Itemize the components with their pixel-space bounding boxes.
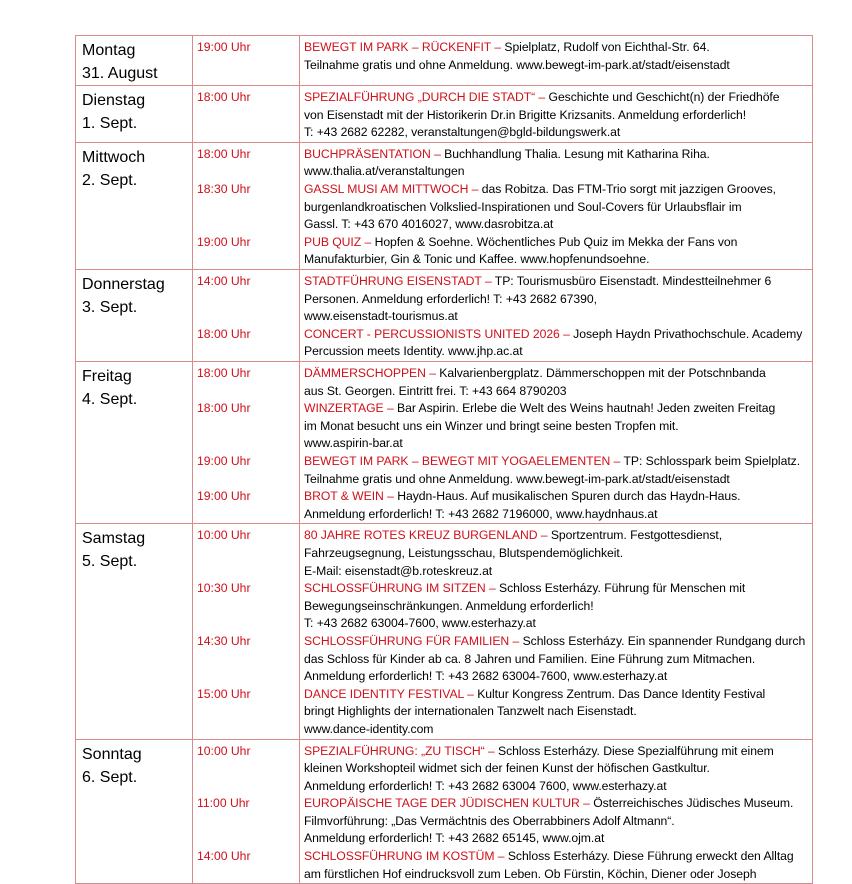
event-text-line: das Robitza. Das FTM-Trio sorgt mit jazzigen Grooves, (478, 181, 776, 196)
event-text-line: TP: Tourismusbüro Eisenstadt. Mindestteilnehmer 6 (491, 273, 772, 288)
event-description (304, 273, 808, 326)
day-cell (76, 739, 193, 884)
event-text-line: das Schloss für Kinder ab ca. 8 Jahren und Familien. Eine Führung zum Mitmachen. (304, 651, 756, 666)
time-cell (193, 524, 300, 739)
event-text-line: Percussion meets Identity. www.jhp.ac.at (304, 344, 523, 359)
day-date: 1. Sept. (82, 115, 138, 132)
event-description (304, 795, 808, 848)
event-text-line: Filmvorführung: „Das Vermächtnis des Oberrabbiners Adolf Altmann“. (304, 813, 675, 828)
day-row (76, 739, 813, 884)
event-title: STADTFÜHRUNG EISENSTADT – (304, 273, 492, 288)
event-title: WINZERTAGE – (304, 401, 394, 416)
day-name: Montag (82, 42, 136, 59)
day-name: Donnerstag (82, 275, 165, 293)
event-description (304, 400, 808, 453)
event-time: 10:00 Uhr (197, 528, 251, 543)
event-text-line: Schloss Esterházy. Diese Spezialführung mit einem (494, 743, 774, 758)
event-title: EUROPÄISCHE TAGE DER JÜDISCHEN KULTUR – (304, 796, 590, 811)
event-description (304, 89, 808, 142)
event-text-line: Personen. Anmeldung erforderlich! T: +43 2682 67390, (304, 291, 597, 306)
event-text-line: im Monat besucht uns ein Winzer und bringt seine besten Tropfen mit. (304, 418, 679, 433)
event-text-line: Haydn-Haus. Auf musikalischen Spuren durch das Haydn-Haus. (393, 489, 741, 504)
event-text-line: von Eisenstadt mit der Historikerin Dr.in Brigitte Krizsanits. Anmeldung erforderlich! (304, 107, 747, 122)
event-text-line: Bar Aspirin. Erlebe die Welt des Weins hautnah! Jeden zweiten Freitag (393, 401, 776, 416)
event-time: 18:00 Uhr (197, 365, 251, 380)
event-text-line: Anmeldung erforderlich! T: +43 2682 65145, www.ojm.at (304, 831, 605, 846)
event-title: DANCE IDENTITY FESTIVAL – (304, 686, 474, 701)
event-time: 14:00 Uhr (197, 849, 251, 864)
event-text-line: Hopfen & Soehne. Wöchentliches Pub Quiz im Mekka der Fans von (371, 234, 738, 249)
event-time: 18:00 Uhr (197, 401, 251, 416)
day-name: Mittwoch (82, 148, 146, 166)
event-text-line: www.aspirin-bar.at (304, 436, 403, 451)
event-text-line: www.thalia.at/veranstaltungen (304, 164, 465, 179)
event-title: SPEZIALFÜHRUNG: „ZU TISCH“ – (304, 743, 495, 758)
day-name: Freitag (82, 367, 132, 385)
event-title: PUB QUIZ – (304, 234, 372, 249)
event-text-line: Manufakturbier, Gin & Tonic und Kaffee. www.hopfenundsoehne. (304, 252, 650, 267)
event-text-line: E-Mail: eisenstadt@b.roteskreuz.at (304, 563, 493, 578)
event-title: BUCHPRÄSENTATION – (304, 146, 441, 161)
description-cell (300, 86, 813, 143)
event-text-line: Anmeldung erforderlich! T: +43 2682 63004-7600, www.esterhazy.at (304, 669, 668, 684)
event-text-line: Anmeldung erforderlich! T: +43 2682 63004 7600, www.esterhazy.at (304, 778, 667, 793)
event-text-line: Schloss Esterházy. Ein spannender Rundgang durch (519, 633, 806, 648)
event-title: DÄMMERSCHOPPEN – (304, 365, 436, 380)
event-time: 14:30 Uhr (197, 633, 251, 648)
event-title: 80 JAHRE ROTES KREUZ BURGENLAND – (304, 528, 548, 543)
event-time: 18:30 Uhr (197, 181, 251, 196)
event-title: SCHLOSSFÜHRUNG IM SITZEN – (304, 581, 496, 596)
day-row (76, 36, 813, 86)
event-text-line: Anmeldung erforderlich! T: +43 2682 7196000, www.haydnhaus.at (304, 506, 658, 521)
event-text-line: Fahrzeugsegnung, Leistungsschau, Blutspendemöglichkeit. (304, 545, 624, 560)
description-cell (300, 739, 813, 884)
time-cell (193, 142, 300, 269)
event-title: SCHLOSSFÜHRUNG IM KOSTÜM – (304, 849, 505, 864)
day-date: 5. Sept. (82, 553, 138, 571)
event-time: 18:00 Uhr (197, 90, 251, 104)
time-cell (193, 269, 300, 361)
event-text-line: am fürstlichen Hof eindrucksvoll zum Leben. Ob Fürstin, Köchin, Diener oder Joseph (304, 866, 757, 881)
event-text-line: aus St. Georgen. Eintritt frei. T: +43 664 8790203 (304, 383, 567, 398)
time-cell (193, 86, 300, 143)
day-row (76, 524, 813, 739)
event-text-line: Geschichte und Geschicht(n) der Friedhöfe (545, 90, 780, 104)
event-time: 10:30 Uhr (197, 581, 251, 596)
description-cell (300, 524, 813, 739)
event-text-line: Sportzentrum. Festgottesdienst, (547, 528, 723, 543)
event-text-line: Bewegungseinschränkungen. Anmeldung erforderlich! (304, 598, 594, 613)
event-time: 18:00 Uhr (197, 326, 251, 341)
time-cell (193, 361, 300, 523)
event-time: 11:00 Uhr (197, 796, 250, 811)
description-cell (300, 361, 813, 523)
event-text-line: kleinen Workshopteil widmet sich der feinen Kunst der höfischen Gastkultur. (304, 761, 710, 776)
event-title: SPEZIALFÜHRUNG „DURCH DIE STADT“ – (304, 90, 546, 104)
day-date: 4. Sept. (82, 390, 138, 408)
description-cell (300, 36, 813, 86)
event-time: 19:00 Uhr (197, 453, 251, 468)
event-text-line: bringt Highlights der internationalen Tanzwelt nach Eisenstadt. (304, 704, 637, 719)
event-description (304, 527, 808, 580)
day-date: 6. Sept. (82, 768, 138, 786)
day-row (76, 361, 813, 523)
event-text-line: Teilnahme gratis und ohne Anmeldung. www.bewegt-im-park.at/stadt/eisenstadt (304, 471, 730, 486)
event-text-line: Buchhandlung Thalia. Lesung mit Katharina Riha. (440, 146, 710, 161)
event-description (304, 633, 808, 686)
day-cell (76, 269, 193, 361)
event-description (304, 580, 808, 633)
event-description (304, 848, 808, 883)
event-text-line: Joseph Haydn Privathochschule. Academy (569, 326, 803, 341)
day-cell (76, 524, 193, 739)
day-date: 2. Sept. (82, 171, 138, 189)
event-text-line: Teilnahme gratis und ohne Anmeldung. www.bewegt-im-park.at/stadt/eisenstadt (304, 57, 730, 72)
event-time: 14:00 Uhr (197, 273, 251, 288)
event-time: 19:00 Uhr (197, 489, 251, 504)
event-time: 19:00 Uhr (197, 40, 251, 54)
event-title: SCHLOSSFÜHRUNG FÜR FAMILIEN – (304, 633, 520, 648)
event-text-line: Kalvarienbergplatz. Dämmerschoppen mit der Potschnbanda (435, 365, 766, 380)
event-time: 15:00 Uhr (197, 686, 251, 701)
time-cell (193, 739, 300, 884)
day-name: Samstag (82, 530, 146, 548)
day-cell (76, 361, 193, 523)
day-row (76, 269, 813, 361)
event-description (304, 453, 808, 488)
event-title: CONCERT - PERCUSSIONISTS UNITED 2026 – (304, 326, 570, 341)
day-name: Sonntag (82, 745, 142, 763)
day-date: 3. Sept. (82, 298, 138, 316)
event-description (304, 39, 808, 74)
day-row (76, 86, 813, 143)
event-text-line: Österreichisches Jüdisches Museum. (589, 796, 794, 811)
event-description (304, 326, 808, 361)
event-text-line: Kultur Kongress Zentrum. Das Dance Identity Festival (473, 686, 766, 701)
event-calendar-table (75, 35, 813, 884)
day-cell (76, 36, 193, 86)
event-text-line: Spielplatz, Rudolf von Eichthal-Str. 64. (501, 40, 710, 54)
event-text-line: T: +43 2682 62282, veranstaltungen@bgld-bildungswerk.at (304, 125, 621, 140)
event-title: BEWEGT IM PARK – BEWEGT MIT YOGAELEMENTEN – (304, 453, 621, 468)
event-title: BROT & WEIN – (304, 489, 394, 504)
event-time: 18:00 Uhr (197, 146, 251, 161)
event-text-line: Gassl. T: +43 670 4016027, www.dasrobitza.at (304, 217, 554, 232)
day-cell (76, 142, 193, 269)
event-calendar-body (76, 36, 813, 884)
day-row (76, 142, 813, 269)
event-description (304, 488, 808, 523)
day-cell (76, 86, 193, 143)
event-description (304, 743, 808, 796)
event-text-line: Schloss Esterházy. Führung für Menschen mit (495, 581, 746, 596)
event-title: BEWEGT IM PARK – RÜCKENFIT – (304, 40, 502, 54)
description-cell (300, 269, 813, 361)
day-name: Dienstag (82, 92, 146, 109)
event-description (304, 181, 808, 234)
event-text-line: Schloss Esterházy. Diese Führung erweckt den Alltag (504, 849, 794, 864)
event-text-line: TP: Schlosspark beim Spielplatz. (620, 453, 801, 468)
time-cell (193, 36, 300, 86)
event-text-line: T: +43 2682 63004-7600, www.esterhazy.at (304, 616, 536, 631)
event-description (304, 234, 808, 269)
event-description (304, 686, 808, 739)
event-text-line: burgenlandkroatischen Volkslied-Inspirationen und Soul-Covers für Urlaubsflair im (304, 199, 742, 214)
event-time: 19:00 Uhr (197, 234, 251, 249)
event-description (304, 146, 808, 181)
event-title: GASSL MUSI AM MITTWOCH – (304, 181, 479, 196)
event-description (304, 365, 808, 400)
day-date: 31. August (82, 65, 158, 82)
event-time: 10:00 Uhr (197, 743, 251, 758)
event-text-line: www.eisenstadt-tourismus.at (304, 309, 458, 324)
description-cell (300, 142, 813, 269)
event-text-line: www.dance-identity.com (304, 721, 434, 736)
